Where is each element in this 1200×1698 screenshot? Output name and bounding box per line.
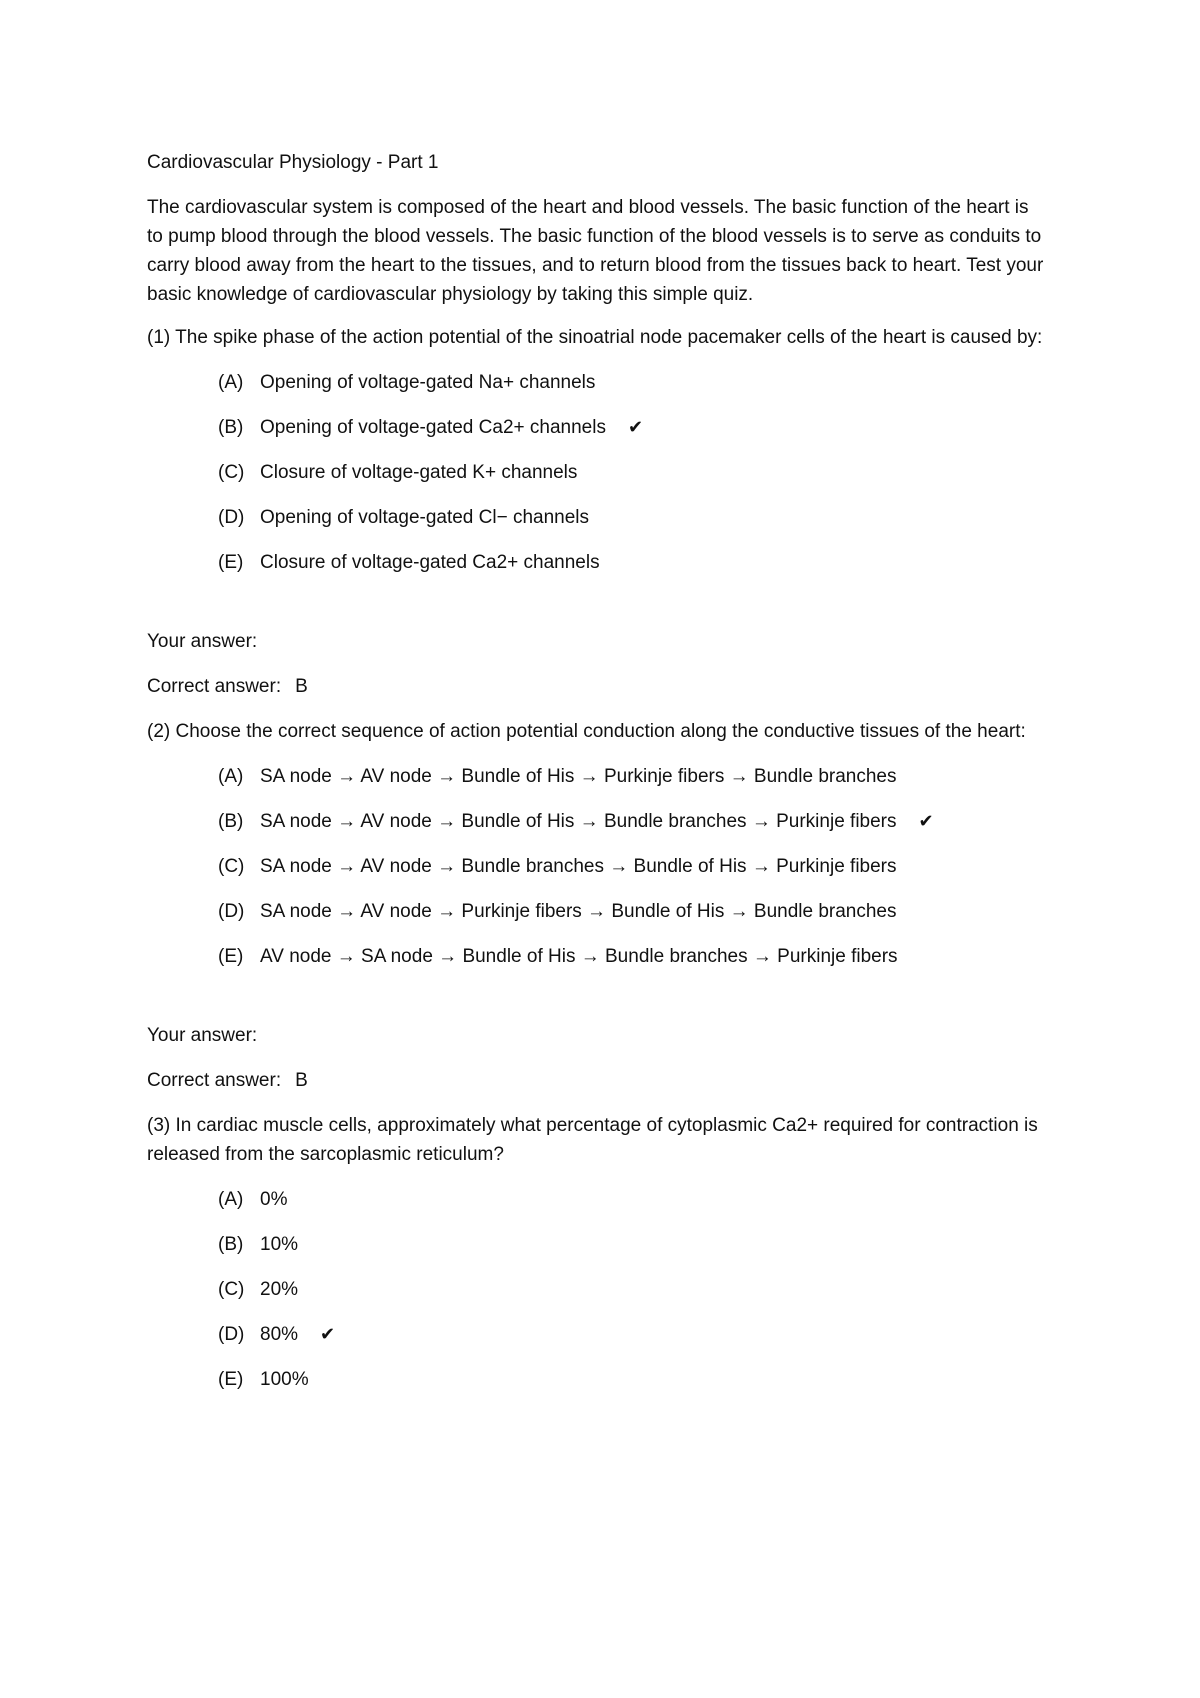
correct-answer-label: Correct answer:: [147, 1070, 282, 1091]
option-item: [218, 807, 1067, 836]
option-item: [218, 762, 1067, 791]
correct-answer-value: B: [295, 1070, 308, 1091]
option-item: [218, 1365, 1067, 1394]
option-item: [218, 852, 1067, 881]
option-text: Opening of voltage-gated Na+ channels: [260, 372, 596, 393]
option-text: 10%: [260, 1234, 299, 1255]
option-item: [218, 368, 1067, 397]
option-item: [218, 1185, 1067, 1214]
check-icon: ✔: [627, 417, 644, 438]
option-list: [147, 368, 1067, 577]
option-text: 0%: [260, 1189, 288, 1210]
option-item: [218, 1320, 1067, 1349]
option-item: [218, 1275, 1067, 1304]
option-item: [218, 413, 1067, 442]
option-label: (D): [218, 901, 245, 922]
option-text: Closure of voltage-gated Ca2+ channels: [260, 552, 600, 573]
option-label: (A): [218, 1189, 244, 1210]
option-list: [147, 1185, 1067, 1394]
option-label: (B): [218, 417, 244, 438]
option-text: 100%: [260, 1369, 309, 1390]
option-item: [218, 458, 1067, 487]
option-label: (C): [218, 462, 245, 483]
option-text: SA node → AV node → Bundle branches → Bundle of His → Purkinje fibers: [260, 856, 897, 877]
correct-answer-line: [147, 1066, 1067, 1095]
question-block-1: [147, 323, 1067, 701]
option-label: (D): [218, 507, 245, 528]
spacer: [147, 987, 1067, 1021]
question-text: (3) In cardiac muscle cells, approximately what percentage of cytoplasmic Ca2+ required for contraction is released from the sarcoplasmic reticulum?: [147, 1115, 1038, 1165]
option-text: SA node → AV node → Purkinje fibers → Bundle of His → Bundle branches: [260, 901, 897, 922]
option-text: SA node → AV node → Bundle of His → Purkinje fibers → Bundle branches: [260, 766, 897, 787]
correct-answer-line: [147, 672, 1067, 701]
option-label: (C): [218, 856, 245, 877]
question-block-3: [147, 1111, 1067, 1394]
document-title: Cardiovascular Physiology - Part 1: [147, 152, 439, 173]
option-text: Opening of voltage-gated Ca2+ channels: [260, 417, 606, 438]
option-label: (E): [218, 946, 244, 967]
option-item: [218, 942, 1067, 971]
check-icon: ✔: [320, 1324, 336, 1345]
option-label: (E): [218, 1369, 244, 1390]
correct-answer-label: Correct answer:: [147, 676, 282, 697]
question-block-2: [147, 717, 1067, 1095]
option-item: [218, 503, 1067, 532]
option-text: 20%: [260, 1279, 299, 1300]
option-label: (E): [218, 552, 244, 573]
option-text: SA node → AV node → Bundle of His → Bundle branches → Purkinje fibers: [260, 811, 897, 832]
option-item: [218, 897, 1067, 926]
option-item: [218, 1230, 1067, 1259]
option-label: (A): [218, 766, 244, 787]
option-item: [218, 548, 1067, 577]
option-list: [147, 762, 1067, 971]
intro-paragraph: The cardiovascular system is composed of the heart and blood vessels. The basic function of the heart is to pump blood through the blood vessels. The basic function of the blood vessels is to serve as conduits to carry blood away from the heart to the tissues, and to return blood from the tissues back to heart. Test your basic knowledge of cardiovascular physiology by taking this simple quiz.: [147, 197, 1044, 305]
option-text: 80%: [260, 1324, 299, 1345]
check-icon: ✔: [918, 811, 934, 832]
option-label: (D): [218, 1324, 245, 1345]
option-text: AV node → SA node → Bundle of His → Bundle branches → Purkinje fibers: [260, 946, 898, 967]
option-label: (C): [218, 1279, 245, 1300]
option-label: (A): [218, 372, 244, 393]
option-label: (B): [218, 811, 244, 832]
option-text: Closure of voltage-gated K+ channels: [260, 462, 578, 483]
spacer: [147, 593, 1067, 627]
your-answer-label: Your answer:: [147, 631, 258, 652]
document-page: [147, 148, 1067, 1410]
your-answer-line: [147, 1021, 1067, 1050]
option-label: (B): [218, 1234, 244, 1255]
your-answer-line: [147, 627, 1067, 656]
option-text: Opening of voltage-gated Cl− channels: [260, 507, 590, 528]
correct-answer-value: B: [295, 676, 308, 697]
your-answer-label: Your answer:: [147, 1025, 258, 1046]
question-text: (1) The spike phase of the action potential of the sinoatrial node pacemaker cells of the heart is caused by:: [147, 327, 1043, 348]
question-text: (2) Choose the correct sequence of action potential conduction along the conductive tissues of the heart:: [147, 721, 1026, 742]
